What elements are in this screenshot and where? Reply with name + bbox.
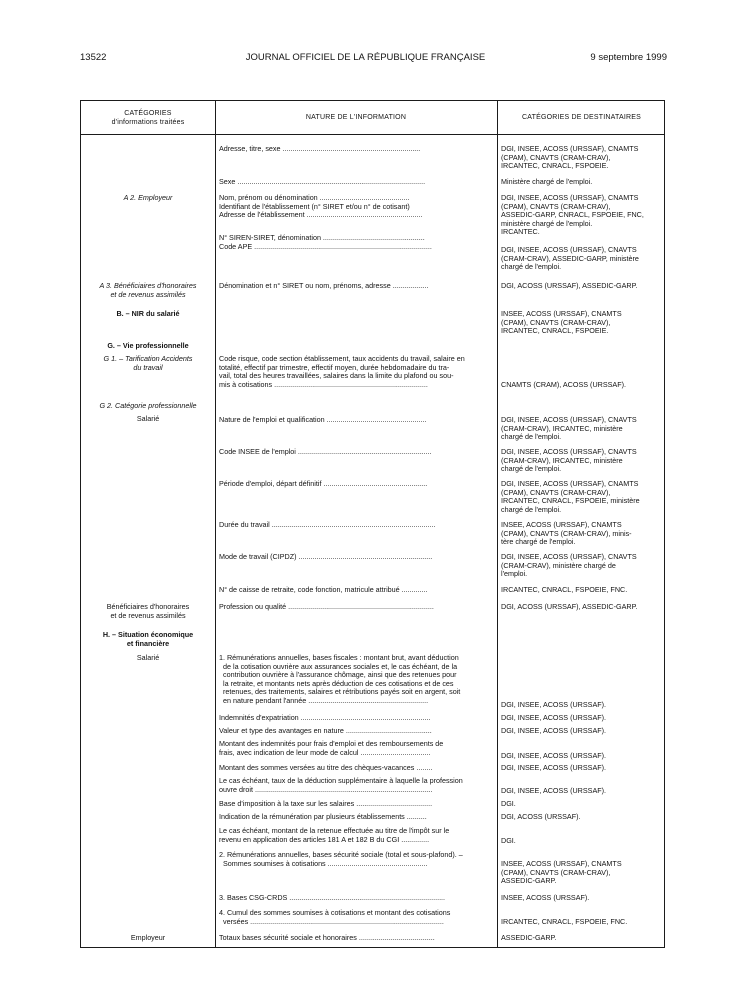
category-beneficiaires: A 3. Bénéficiaires d'honoraires et de revenus assimilés <box>99 281 197 299</box>
nature-entry: Profession ou qualité ......................................................................... <box>219 603 434 611</box>
nature-entry: Montant des sommes versées au titre des chèques-vacances ........ <box>219 764 433 772</box>
nature-entry: Indication de la rémunération par plusieurs établissements .......... <box>219 813 427 821</box>
nature-entry: Mode de travail (CIPDZ) ................................................................... <box>219 553 433 561</box>
nature-entry: Le cas échéant, montant de la retenue effectuée au titre de l'impôt sur le revenu en application des articles 181 A et 182 B du CGI .............. <box>219 827 450 844</box>
nature-entry: Code INSEE de l'emploi ................................................................... <box>219 448 432 456</box>
destinataire-entry: INSEE, ACOSS (URSSAF), CNAMTS (CPAM), CNAVTS (CRAM-CRAV), ASSEDIC-GARP. <box>501 859 622 886</box>
destinataire-entry: DGI, ACOSS (URSSAF). <box>501 812 581 821</box>
journal-title: JOURNAL OFFICIEL DE LA RÉPUBLIQUE FRANÇAISE <box>245 52 486 63</box>
nature-entry: N° SIREN-SIRET, dénomination ................................................... Code APE ......................................................................................... <box>219 234 432 251</box>
nature-entry: Valeur et type des avantages en nature ........................................... <box>219 727 432 735</box>
column-header-destinataires: CATÉGORIES DE DESTINATAIRES <box>522 114 641 121</box>
column-divider <box>215 101 216 947</box>
nature-entry: Indemnités d'expatriation ................................................................. <box>219 714 431 722</box>
header-divider <box>81 134 664 135</box>
nature-entry: Le cas échéant, taux de la déduction supplémentaire à laquelle la profession ouvre droit ......................................................................................... <box>219 777 463 794</box>
destinataire-entry: ASSEDIC-GARP. <box>501 933 557 942</box>
destinataire-entry: DGI, ACOSS (URSSAF), ASSEDIC-GARP. <box>501 602 638 611</box>
destinataire-entry: DGI, INSEE, ACOSS (URSSAF), CNAVTS (CRAM-CRAV), ASSEDIC-GARP, ministère chargé de l'emploi. <box>501 245 639 272</box>
destinataire-entry: DGI, INSEE, ACOSS (URSSAF). <box>501 786 607 795</box>
publication-date: 9 septembre 1999 <box>590 52 667 63</box>
destinataire-entry: INSEE, ACOSS (URSSAF). <box>501 893 590 902</box>
nature-entry: Totaux bases sécurité sociale et honoraires ...................................... <box>219 934 435 942</box>
nature-entry: 1. Rémunérations annuelles, bases fiscales : montant brut, avant déduction de la cotisation ouvrière aux assurances sociales et, le cas échéant, de la contribution ouvrière à l'assurance chômage, ainsi que des retenues pour la retraite, et montants nets après déduction de ces cotisations et de ces retenues, des traitements, salaires et rétributions payés soit en argent, soit en nature pendant l'année ............................................................ <box>219 654 461 705</box>
nature-entry: 3. Bases CSG-CRDS .............................................................................. <box>219 894 446 902</box>
column-header-nature: NATURE DE L'INFORMATION <box>305 114 407 121</box>
destinataire-entry: DGI, INSEE, ACOSS (URSSAF), CNAVTS (CRAM-CRAV), IRCANTEC, ministère chargé de l'emploi. <box>501 447 637 474</box>
nature-entry: 2. Rémunérations annuelles, bases sécurité sociale (total et sous-plafond). – Sommes soumises à cotisations .................................................. <box>219 851 463 868</box>
category-salarie-2: Salarié <box>136 653 160 662</box>
destinataire-entry: DGI, INSEE, ACOSS (URSSAF), CNAMTS (CPAM), CNAVTS (CRAM-CRAV), IRCANTEC, CNRACL, FSPOEIE, ministère chargé de l'emploi. <box>501 479 640 514</box>
destinataire-entry: INSEE, ACOSS (URSSAF), CNAMTS (CPAM), CNAVTS (CRAM-CRAV), IRCANTEC, CNRACL, FSPOEIE. <box>501 309 622 336</box>
destinataire-entry: DGI, INSEE, ACOSS (URSSAF). <box>501 763 607 772</box>
category-beneficiaires-2: Bénéficiaires d'honoraires et de revenus assimilés <box>106 602 190 620</box>
destinataire-entry: IRCANTEC, CNRACL, FSPOEIE, FNC. <box>501 917 628 926</box>
destinataire-entry: DGI. <box>501 836 516 845</box>
nature-entry: Montant des indemnités pour frais d'emploi et des remboursements de frais, avec indication de leur mode de calcul ................................... <box>219 740 444 757</box>
column-divider <box>497 101 498 947</box>
destinataire-entry: CNAMTS (CRAM), ACOSS (URSSAF). <box>501 380 626 389</box>
destinataire-entry: DGI, INSEE, ACOSS (URSSAF), CNAVTS (CRAM-CRAV), IRCANTEC, ministère chargé de l'emploi. <box>501 415 637 442</box>
destinataire-entry: DGI. <box>501 799 516 808</box>
nature-entry: Adresse, titre, sexe ..................................................................... <box>219 145 421 153</box>
category-employeur: A 2. Employeur <box>123 193 173 202</box>
destinataire-entry: DGI, INSEE, ACOSS (URSSAF). <box>501 751 607 760</box>
destinataire-entry: DGI, INSEE, ACOSS (URSSAF), CNAMTS (CPAM), CNAVTS (CRAM-CRAV), ASSEDIC-GARP, CNRACL, FSPOEIE, FNC, ministère chargé de l'emploi. IRCANTEC. <box>501 193 644 237</box>
category-vie-professionnelle: G. – Vie professionnelle <box>107 341 189 350</box>
information-table <box>80 100 665 948</box>
destinataire-entry: DGI, INSEE, ACOSS (URSSAF), CNAVTS (CRAM-CRAV), ministère chargé de l'emploi. <box>501 552 637 579</box>
nature-entry: Nom, prénom ou dénomination ............................................. Identifiant de l'établissement (n° SIRET et/ou n° de cotisant) Adresse de l'établissement .......................................................... <box>219 194 423 220</box>
column-header-categories: CATÉGORIES d'informations traitées <box>111 110 185 126</box>
nature-entry: Base d'imposition à la taxe sur les salaires ...................................... <box>219 800 433 808</box>
nature-entry: Durée du travail .................................................................................. <box>219 521 436 529</box>
nature-entry: Dénomination et n° SIRET ou nom, prénoms, adresse .................. <box>219 282 429 290</box>
nature-entry: 4. Cumul des sommes soumises à cotisations et montant des cotisations versées ................................................................................................. <box>219 909 451 926</box>
destinataire-entry: DGI, ACOSS (URSSAF), ASSEDIC-GARP. <box>501 281 638 290</box>
destinataire-entry: DGI, INSEE, ACOSS (URSSAF), CNAMTS (CPAM), CNAVTS (CRAM-CRAV), IRCANTEC, CNRACL, FSPOEIE. <box>501 144 639 171</box>
category-professionnelle: G 2. Catégorie professionnelle <box>99 401 197 410</box>
nature-entry: N° de caisse de retraite, code fonction, matricule attribué ............. <box>219 586 428 594</box>
category-salarie: Salarié <box>136 414 160 423</box>
destinataire-entry: DGI, INSEE, ACOSS (URSSAF). <box>501 726 607 735</box>
nature-entry: Nature de l'emploi et qualification .................................................. <box>219 416 427 424</box>
destinataire-entry: Ministère chargé de l'emploi. <box>501 177 593 186</box>
page-number: 13522 <box>80 52 107 63</box>
destinataire-entry: IRCANTEC, CNRACL, FSPOEIE, FNC. <box>501 585 628 594</box>
category-employeur-2: Employeur <box>130 933 166 942</box>
category-situation-economique: H. – Situation économique et financière <box>102 630 194 648</box>
category-nir: B. – NIR du salarié <box>116 309 180 318</box>
destinataire-entry: DGI, INSEE, ACOSS (URSSAF). <box>501 700 607 709</box>
category-tarification: G 1. – Tarification Accidents du travail <box>103 354 193 372</box>
nature-entry: Période d'emploi, départ définitif .................................................... <box>219 480 428 488</box>
nature-entry: Code risque, code section établissement, taux accidents du travail, salaire en totalité, effectif par trimestre, effectif moyen, durée hebdomadaire du tra- vail, total des heures travaillées, salaires dans la limite du plafond ou sou- mis à cotisations ............................................................................. <box>219 355 465 389</box>
nature-entry: Sexe .............................................................................................. <box>219 178 426 186</box>
destinataire-entry: INSEE, ACOSS (URSSAF), CNAMTS (CPAM), CNAVTS (CRAM-CRAV), minis- tère chargé de l'emploi. <box>501 520 632 547</box>
destinataire-entry: DGI, INSEE, ACOSS (URSSAF). <box>501 713 607 722</box>
